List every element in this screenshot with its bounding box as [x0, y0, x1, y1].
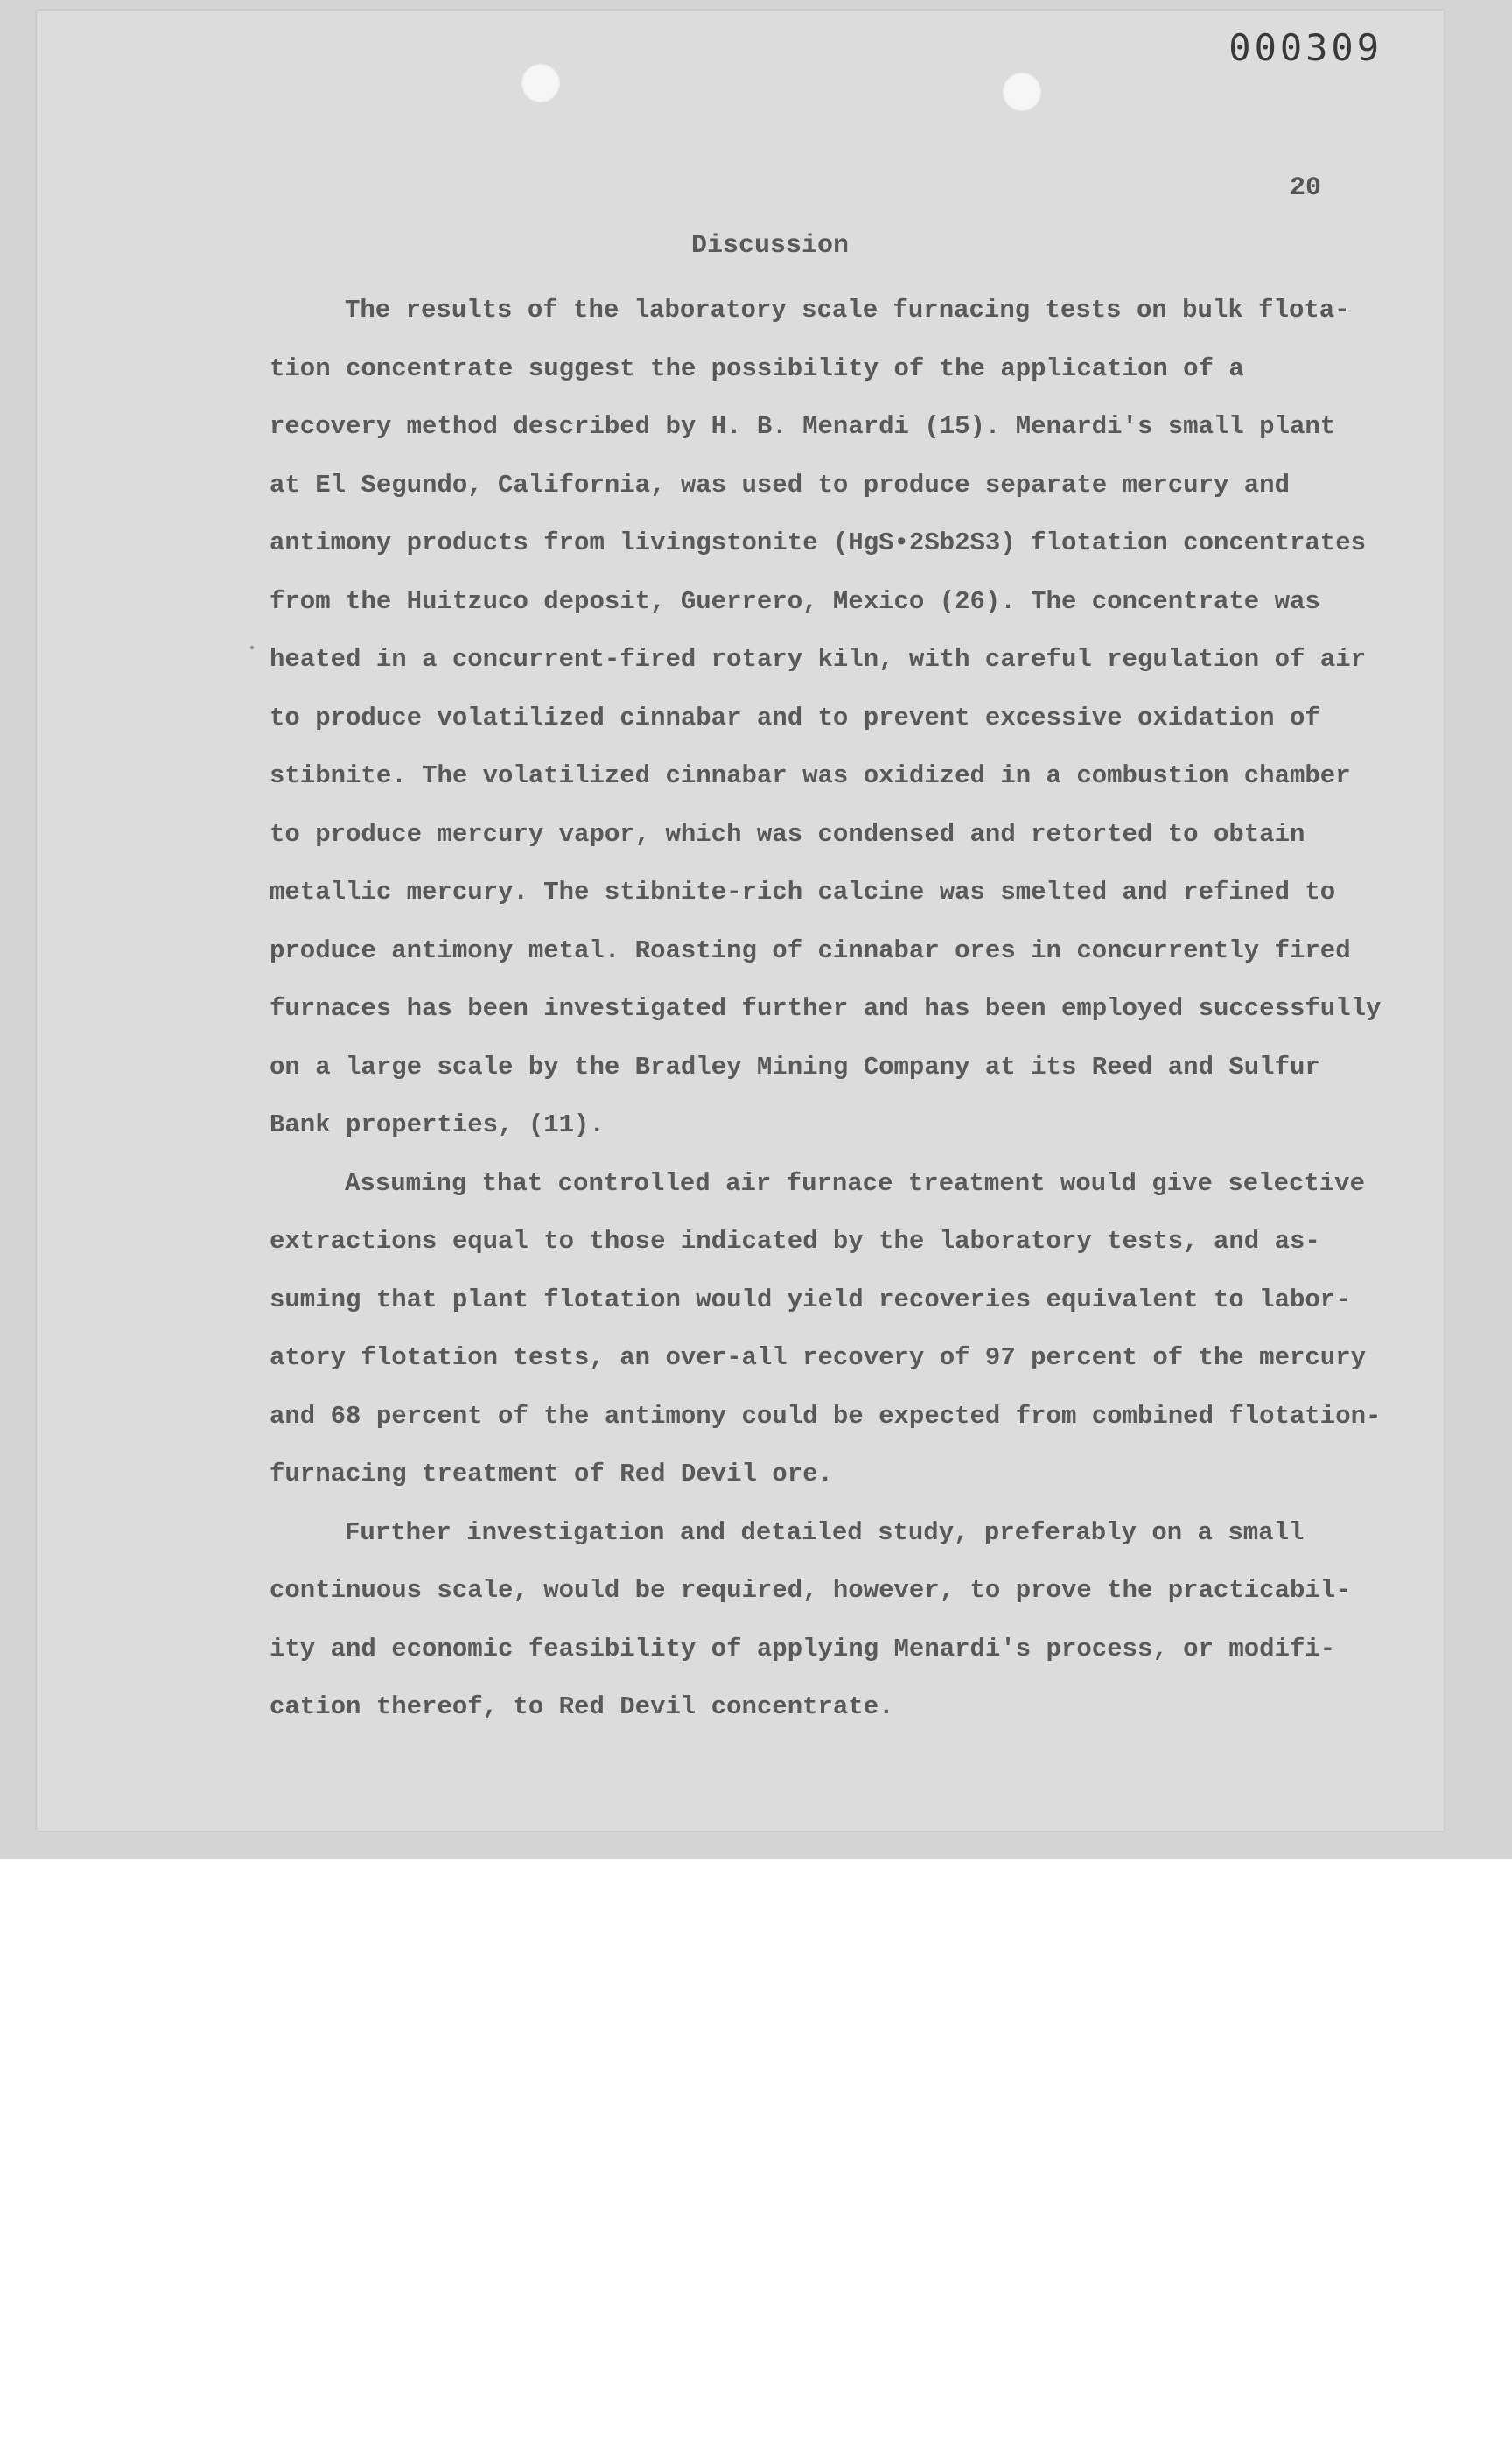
punch-hole-right: [1002, 72, 1042, 112]
text-line: The results of the laboratory scale furnacing tests on bulk flota-: [345, 296, 1350, 325]
text-line: to produce volatilized cinnabar and to prevent excessive oxidation of: [270, 703, 1320, 732]
text-line: Further investigation and detailed study, preferably on a small: [345, 1517, 1305, 1547]
text-line: antimony products from livingstonite (HgS•2Sb2S3) flotation concentrates: [270, 528, 1367, 557]
text-line: continuous scale, would be required, however, to prove the practicabil-: [270, 1576, 1351, 1605]
text-line: furnacing treatment of Red Devil ore.: [270, 1460, 833, 1488]
page-number: 20: [1289, 173, 1321, 203]
margin-mark: [250, 646, 254, 649]
text-line: furnaces has been investigated further and has been employed successfully: [270, 994, 1382, 1023]
text-line: atory flotation tests, an over-all recovery of 97 percent of the mercury: [270, 1343, 1367, 1372]
section-heading: Discussion: [690, 231, 850, 261]
text-line: on a large scale by the Bradley Mining Company at its Reed and Sulfur: [270, 1052, 1320, 1082]
document-body: [270, 282, 1382, 1737]
text-line: cation thereof, to Red Devil concentrate.: [270, 1692, 894, 1721]
paragraph-2: [270, 1155, 1382, 1504]
text-line: recovery method described by H. B. Menardi (15). Menardi's small plant: [270, 412, 1336, 441]
text-line: extractions equal to those indicated by the laboratory tests, and as-: [270, 1227, 1320, 1256]
paragraph-1: [270, 282, 1382, 1155]
text-line: Assuming that controlled air furnace treatment would give selective: [345, 1168, 1365, 1198]
text-line: suming that plant flotation would yield recoveries equivalent to labor-: [270, 1284, 1351, 1314]
text-line: tion concentrate suggest the possibility of the application of a: [270, 354, 1244, 383]
punch-hole-left: [521, 63, 561, 103]
text-line: and 68 percent of the antimony could be expected from combined flotation-: [270, 1401, 1382, 1431]
text-line: heated in a concurrent-fired rotary kiln, with careful regulation of air: [270, 645, 1367, 674]
document-number: 000309: [1228, 26, 1382, 69]
paragraph-3: [270, 1504, 1351, 1737]
text-line: from the Huitzuco deposit, Guerrero, Mexico (26). The concentrate was: [270, 586, 1320, 616]
text-line: stibnite. The volatilized cinnabar was oxidized in a combustion chamber: [270, 761, 1351, 790]
text-line: Bank properties, (11).: [270, 1110, 605, 1139]
text-line: at El Segundo, California, was used to produce separate mercury and: [270, 470, 1290, 500]
text-line: to produce mercury vapor, which was condensed and retorted to obtain: [270, 819, 1306, 849]
text-line: ity and economic feasibility of applying Menardi's process, or modifi-: [270, 1634, 1336, 1663]
text-line: metallic mercury. The stibnite-rich calcine was smelted and refined to: [270, 878, 1336, 906]
text-line: produce antimony metal. Roasting of cinnabar ores in concurrently fired: [270, 935, 1351, 965]
